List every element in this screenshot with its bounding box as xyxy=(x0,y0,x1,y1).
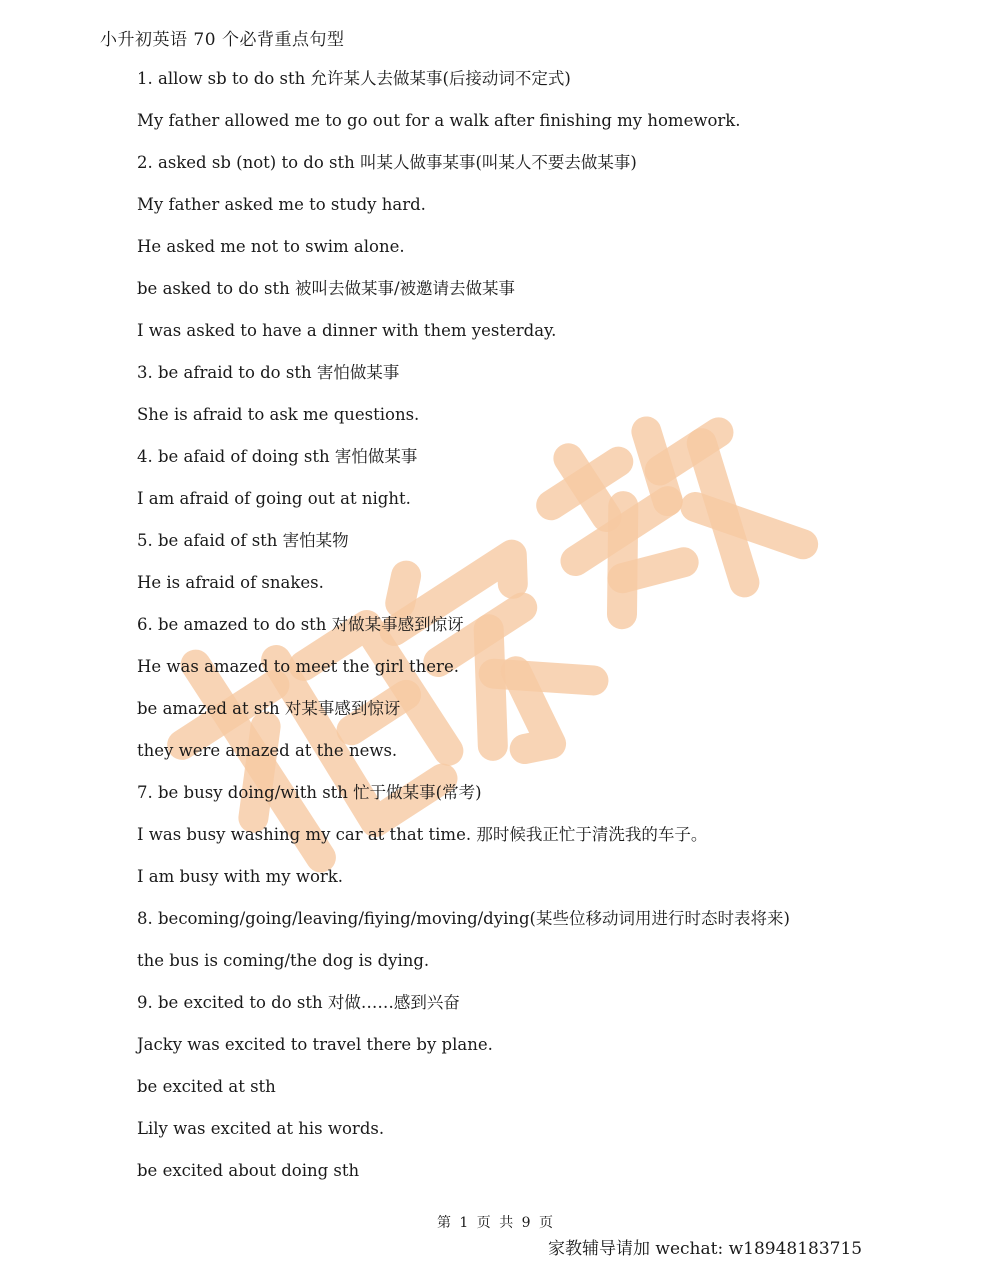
example-line: He asked me not to swim alone. xyxy=(137,237,405,256)
content-lines xyxy=(137,66,957,1200)
example-line: I am afraid of going out at night. xyxy=(137,489,411,508)
document-title: 小升初英语 70 个必背重点句型 xyxy=(100,30,345,50)
rule-line: 4. be afaid of doing sth 害怕做某事 xyxy=(137,447,418,466)
rule-line: 5. be afaid of sth 害怕某物 xyxy=(137,531,349,550)
rule-line: 9. be excited to do sth 对做……感到兴奋 xyxy=(137,993,460,1012)
example-line: My father allowed me to go out for a walk after finishing my homework. xyxy=(137,111,741,130)
example-line: She is afraid to ask me questions. xyxy=(137,405,420,424)
example-line: Lily was excited at his words. xyxy=(137,1119,385,1138)
example-line: I was asked to have a dinner with them yesterday. xyxy=(137,321,557,340)
rule-line: be excited at sth xyxy=(137,1077,276,1096)
example-line: I was busy washing my car at that time. 那时候我正忙于清洗我的车子。 xyxy=(137,825,708,844)
rule-line: be asked to do sth 被叫去做某事/被邀请去做某事 xyxy=(137,279,516,298)
example-line: the bus is coming/the dog is dying. xyxy=(137,951,430,970)
example-line: He was amazed to meet the girl there. xyxy=(137,657,459,676)
rule-line: 7. be busy doing/with sth 忙于做某事(常考) xyxy=(137,783,482,802)
example-line: I am busy with my work. xyxy=(137,867,344,886)
rule-line: 2. asked sb (not) to do sth 叫某人做事某事(叫某人不要去做某事) xyxy=(137,153,637,172)
example-line: Jacky was excited to travel there by plane. xyxy=(137,1035,493,1054)
rule-line: be amazed at sth 对某事感到惊讶 xyxy=(137,699,401,718)
footer-contact: 家教辅导请加 wechat: w18948183715 xyxy=(548,1239,863,1259)
rule-line: 8. becoming/going/leaving/fiying/moving/dying(某些位移动词用进行时态时表将来) xyxy=(137,909,790,928)
example-line: He is afraid of snakes. xyxy=(137,573,324,592)
example-line: My father asked me to study hard. xyxy=(137,195,426,214)
rule-line: 1. allow sb to do sth 允许某人去做某事(后接动词不定式) xyxy=(137,69,571,88)
rule-line: 6. be amazed to do sth 对做某事感到惊讶 xyxy=(137,615,464,634)
rule-line: be excited about doing sth xyxy=(137,1161,360,1180)
rule-line: 3. be afraid to do sth 害怕做某事 xyxy=(137,363,400,382)
page-number: 第 1 页 共 9 页 xyxy=(436,1215,556,1231)
example-line: they were amazed at the news. xyxy=(137,741,398,760)
